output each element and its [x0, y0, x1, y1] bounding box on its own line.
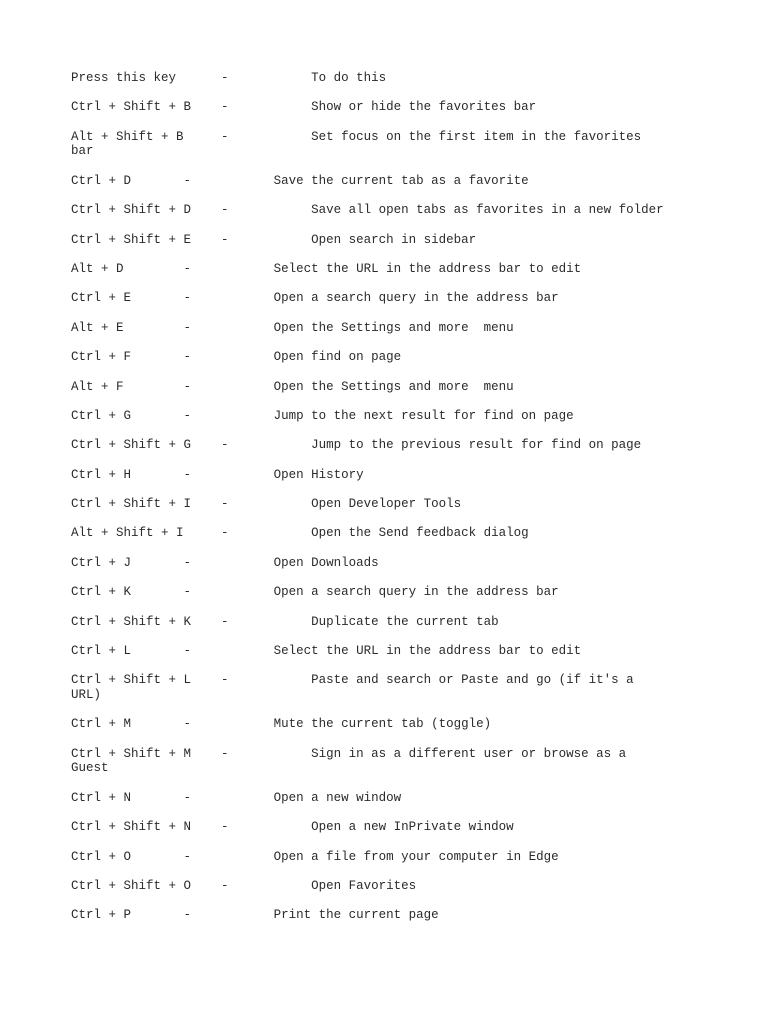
separator-dash: - [183, 467, 192, 482]
shortcut-key: Alt + D [71, 261, 124, 276]
shortcut-key: Ctrl + Shift + E [71, 232, 192, 247]
shortcut-description: Jump to the next result for find on page [273, 408, 574, 423]
shortcut-entry [71, 321, 721, 336]
shortcut-key: Ctrl + F [71, 350, 132, 365]
shortcut-description: Sign in as a different user or browse as a [311, 746, 627, 761]
shortcut-entry [71, 497, 721, 512]
column-gap [131, 585, 184, 599]
column-gap [131, 717, 184, 731]
separator-dash: - [221, 526, 229, 541]
column-gap [191, 791, 274, 805]
shortcut-entry [71, 673, 721, 702]
shortcut-entry [71, 644, 721, 659]
column-gap [191, 438, 221, 452]
shortcut-key: Alt + Shift + B [71, 129, 184, 144]
shortcut-description: Open search in sidebar [311, 232, 477, 247]
shortcut-description: Mute the current tab (toggle) [273, 717, 492, 732]
column-gap [229, 438, 312, 452]
shortcut-description: Open Downloads [273, 555, 379, 570]
column-gap [229, 747, 312, 761]
shortcut-entry [71, 556, 721, 571]
column-gap [229, 497, 312, 511]
column-gap [191, 615, 221, 629]
separator-dash: - [183, 717, 192, 732]
shortcut-key: Alt + E [71, 320, 124, 335]
separator-dash: - [183, 379, 192, 394]
column-gap [191, 820, 221, 834]
shortcut-key: Alt + Shift + I [71, 526, 184, 541]
shortcut-entry [71, 203, 721, 218]
shortcut-entry [71, 291, 721, 306]
column-gap [229, 100, 312, 114]
column-gap [131, 291, 184, 305]
shortcut-entry [71, 409, 721, 424]
shortcut-description: Set focus on the first item in the favorites [311, 129, 642, 144]
shortcut-key: Ctrl + E [71, 291, 132, 306]
column-gap [191, 747, 221, 761]
column-gap [229, 526, 312, 540]
shortcut-description: Open a search query in the address bar [273, 585, 559, 600]
shortcut-key: Ctrl + Shift + M [71, 746, 192, 761]
separator-dash: - [221, 100, 229, 115]
shortcut-entry [71, 174, 721, 189]
shortcut-entry [71, 350, 721, 365]
column-gap [191, 233, 221, 247]
column-gap [191, 556, 274, 570]
shortcut-key: Ctrl + M [71, 717, 132, 732]
column-gap [191, 879, 221, 893]
shortcut-key: Ctrl + Shift + K [71, 614, 192, 629]
column-gap [229, 203, 312, 217]
shortcut-description: Open the Settings and more menu [273, 320, 514, 335]
separator-dash: - [183, 790, 192, 805]
shortcut-key: Alt + F [71, 379, 124, 394]
description-continuation: URL) [71, 688, 102, 702]
shortcut-description: Open Favorites [311, 878, 417, 893]
separator-dash: - [221, 614, 229, 629]
shortcut-description: Open a new window [273, 790, 402, 805]
column-gap [191, 409, 274, 423]
description-continuation: Guest [71, 761, 109, 776]
shortcut-entry [71, 879, 721, 894]
shortcut-description: Open a file from your computer in Edge [273, 849, 559, 864]
column-gap [131, 409, 184, 423]
column-gap [191, 262, 274, 276]
shortcut-key: Ctrl + L [71, 644, 132, 659]
column-gap [191, 291, 274, 305]
shortcut-key: Ctrl + H [71, 467, 132, 482]
shortcut-key: Ctrl + Shift + G [71, 438, 192, 453]
column-gap [191, 321, 274, 335]
shortcut-key: Press this key [71, 71, 177, 85]
shortcut-entry [71, 791, 721, 806]
column-gap [131, 644, 184, 658]
separator-dash: - [183, 173, 192, 188]
shortcut-entry [71, 438, 721, 453]
shortcut-description: Open the Send feedback dialog [311, 526, 529, 541]
shortcut-description: To do this [311, 71, 387, 85]
separator-dash: - [183, 644, 192, 659]
shortcut-key: Ctrl + K [71, 585, 132, 600]
column-gap [191, 717, 274, 731]
column-gap [131, 908, 184, 922]
shortcut-description: Save the current tab as a favorite [273, 173, 529, 188]
shortcut-description: Paste and search or Paste and go (if it's a [311, 673, 634, 688]
shortcut-key: Ctrl + D [71, 173, 132, 188]
shortcut-description: Duplicate the current tab [311, 614, 499, 629]
column-gap [191, 100, 221, 114]
shortcut-description: Open find on page [273, 350, 402, 365]
column-gap [184, 526, 222, 540]
separator-dash: - [183, 408, 192, 423]
shortcut-entry [71, 380, 721, 395]
column-gap [229, 71, 312, 85]
column-gap [191, 468, 274, 482]
shortcut-description: Select the URL in the address bar to edit [273, 644, 582, 659]
separator-dash: - [221, 673, 229, 688]
shortcut-entry [71, 747, 721, 776]
shortcut-description: Open a new InPrivate window [311, 820, 514, 835]
shortcut-key: Ctrl + Shift + I [71, 497, 192, 512]
shortcut-key: Ctrl + G [71, 408, 132, 423]
separator-dash: - [221, 438, 229, 453]
separator-dash: - [183, 849, 192, 864]
shortcut-entry [71, 615, 721, 630]
column-gap [191, 908, 274, 922]
shortcut-description: Save all open tabs as favorites in a new folder [311, 203, 664, 218]
separator-dash: - [183, 291, 192, 306]
column-gap [131, 850, 184, 864]
shortcut-entry [71, 130, 721, 159]
separator-dash: - [221, 129, 229, 144]
shortcut-key: Ctrl + Shift + O [71, 878, 192, 893]
shortcut-description: Open a search query in the address bar [273, 291, 559, 306]
shortcut-key: Ctrl + Shift + N [71, 820, 192, 835]
shortcut-key: Ctrl + Shift + L [71, 673, 192, 688]
description-continuation: bar [71, 144, 94, 159]
separator-dash: - [183, 261, 192, 276]
shortcut-entry [71, 820, 721, 835]
column-gap [229, 615, 312, 629]
column-gap [124, 321, 184, 335]
column-gap [191, 497, 221, 511]
shortcut-entry [71, 717, 721, 732]
column-gap [191, 673, 221, 687]
column-gap [229, 879, 312, 893]
column-gap [191, 203, 221, 217]
column-gap [191, 850, 274, 864]
column-gap [131, 174, 184, 188]
shortcut-entry [71, 585, 721, 600]
separator-dash: - [221, 203, 229, 218]
shortcut-key: Ctrl + Shift + D [71, 203, 192, 218]
shortcut-entry [71, 262, 721, 277]
shortcut-description: Print the current page [273, 908, 439, 923]
shortcut-key: Ctrl + J [71, 555, 132, 570]
column-gap [191, 350, 274, 364]
column-gap [229, 820, 312, 834]
shortcut-entry [71, 468, 721, 483]
separator-dash: - [183, 320, 192, 335]
column-gap [184, 130, 222, 144]
column-gap [131, 791, 184, 805]
column-gap [229, 130, 312, 144]
separator-dash: - [221, 878, 229, 893]
shortcut-key: Ctrl + O [71, 849, 132, 864]
shortcut-key: Ctrl + P [71, 908, 132, 923]
column-gap [229, 233, 312, 247]
shortcut-description: Jump to the previous result for find on page [311, 438, 642, 453]
column-gap [176, 71, 221, 85]
shortcut-description: Select the URL in the address bar to edit [273, 261, 582, 276]
shortcut-description: Open Developer Tools [311, 497, 462, 512]
shortcut-entry [71, 526, 721, 541]
column-gap [131, 350, 184, 364]
column-gap [191, 174, 274, 188]
shortcut-entry [71, 850, 721, 865]
shortcut-key: Ctrl + Shift + B [71, 100, 192, 115]
shortcut-description: Show or hide the favorites bar [311, 100, 537, 115]
column-gap [124, 380, 184, 394]
column-gap [131, 468, 184, 482]
separator-dash: - [183, 585, 192, 600]
separator-dash: - [221, 746, 229, 761]
shortcut-entry [71, 233, 721, 248]
shortcut-entry [71, 100, 721, 115]
column-gap [191, 380, 274, 394]
column-gap [131, 556, 184, 570]
shortcut-entry [71, 908, 721, 923]
separator-dash: - [183, 908, 192, 923]
shortcut-description: Open the Settings and more menu [273, 379, 514, 394]
column-gap [191, 644, 274, 658]
separator-dash: - [183, 350, 192, 365]
separator-dash: - [183, 555, 192, 570]
column-gap [191, 585, 274, 599]
separator-dash: - [221, 497, 229, 512]
shortcut-description: Open History [273, 467, 364, 482]
shortcut-document [71, 71, 721, 938]
separator-dash: - [221, 232, 229, 247]
shortcut-key: Ctrl + N [71, 790, 132, 805]
column-gap [229, 673, 312, 687]
shortcut-entry [71, 71, 721, 86]
separator-dash: - [221, 71, 229, 85]
column-gap [124, 262, 184, 276]
separator-dash: - [221, 820, 229, 835]
